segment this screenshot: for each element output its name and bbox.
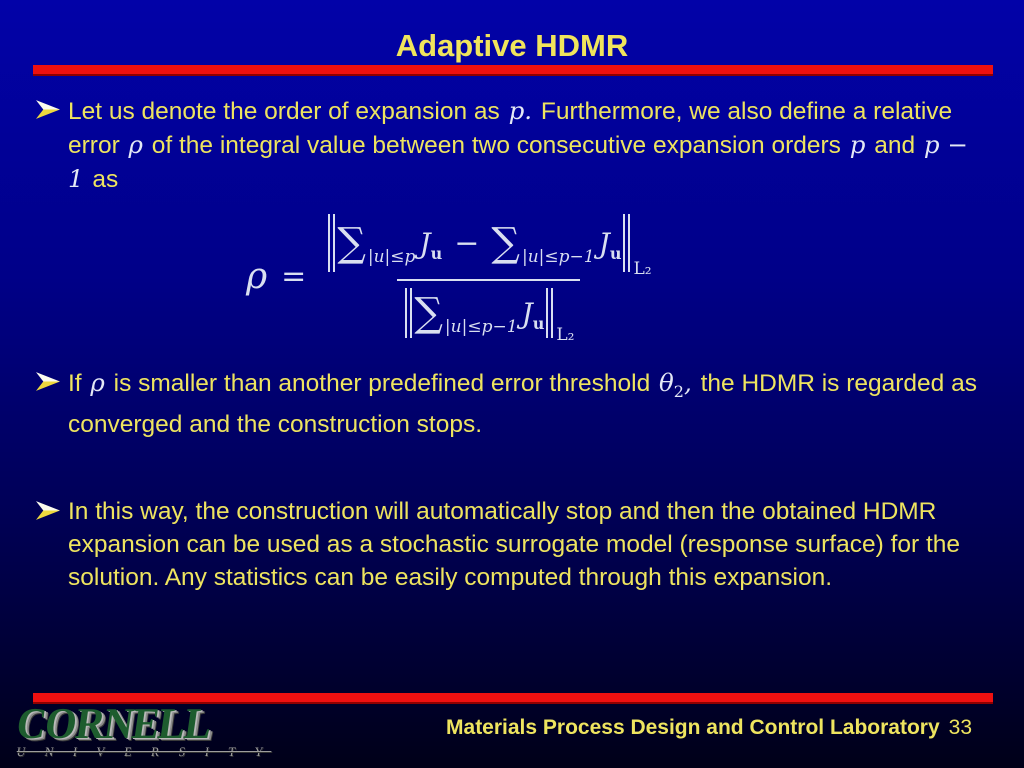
formula-lhs-rho: ρ — [246, 255, 268, 297]
page-title: Adaptive HDMR — [395, 28, 629, 63]
minus-sign: − — [454, 225, 480, 261]
bullet-1-seg4: and — [867, 132, 922, 159]
page-number: 33 — [948, 716, 972, 739]
sum-symbol: ∑ — [337, 220, 366, 266]
bullet-1-seg3: of the integral value between two consecutive expansion orders — [144, 132, 848, 159]
math-symbol-p2: p — [849, 130, 866, 159]
math-symbol-p-minus-1: p − 1 — [68, 130, 968, 193]
arrow-bullet-icon — [36, 495, 68, 521]
cornell-logo-wordmark: CORNELL — [13, 699, 215, 748]
bullet-item-1 — [36, 94, 994, 196]
sum-symbol: ∑ — [414, 290, 443, 336]
J-term: J — [419, 226, 431, 260]
norm-bar-icon — [623, 214, 630, 272]
arrow-bullet-icon — [36, 366, 68, 392]
formula-numerator — [320, 212, 656, 279]
cornell-logo — [12, 699, 279, 760]
title-divider-bar — [33, 65, 993, 76]
math-symbol-rho: ρ — [90, 368, 105, 397]
formula-denominator — [397, 279, 579, 345]
math-symbol-theta2 — [659, 368, 692, 401]
bullet-2-text — [68, 366, 992, 441]
J-term-subscript: u — [532, 313, 545, 333]
bullet-1-text — [68, 94, 992, 196]
bullet-2-seg1: If — [68, 370, 89, 397]
bullet-2-seg3: the HDMR is regarded as converged and the construction stops. — [68, 370, 977, 438]
footer-caption — [446, 716, 972, 740]
theta-glyph: θ — [659, 368, 674, 397]
math-symbol-p: p. — [508, 96, 533, 125]
cornell-logo-university: U N I V E R S I T Y — [15, 744, 273, 759]
bullet-1-seg2: Furthermore, we also define a relative error — [68, 98, 953, 159]
bullet-3-text — [68, 495, 992, 594]
J-term-subscript: u — [430, 243, 443, 263]
sum-subscript: |u|≤p−1 — [444, 317, 518, 337]
slide-body — [36, 94, 994, 594]
bullet-item-2 — [36, 366, 994, 441]
bullet-item-3 — [36, 495, 994, 594]
bullet-1-seg5: as — [85, 166, 119, 193]
formula-fraction — [320, 212, 656, 345]
theta-subscript: 2 — [673, 381, 684, 401]
bullet-2-seg2: is smaller than another predefined error threshold — [106, 370, 658, 397]
L2-norm-subscript: L₂ — [556, 325, 575, 345]
bullet-3-seg1: In this way, the construction will automatically stop and then the obtained HDMR expansion can be used as a stochastic surrogate model (response surface) for the solution. Any statistics can be easily computed through this expansion. — [68, 497, 961, 591]
arrow-bullet-icon — [36, 94, 68, 120]
norm-bar-icon — [405, 288, 412, 338]
math-symbol-rho: ρ — [128, 130, 143, 159]
norm-bar-icon — [328, 214, 335, 272]
lab-name: Materials Process Design and Control Laboratory — [446, 716, 940, 739]
formula-equals: = — [281, 258, 307, 294]
sum-subscript: |u|≤p−1 — [521, 247, 595, 267]
sum-symbol: ∑ — [491, 220, 520, 266]
theta-comma: , — [683, 368, 692, 397]
J-term: J — [598, 226, 610, 260]
L2-norm-subscript: L₂ — [633, 259, 652, 279]
sum-subscript: |u|≤p — [367, 247, 416, 267]
relative-error-formula — [246, 212, 657, 345]
bullet-1-seg1: Let us denote the order of expansion as — [68, 98, 507, 125]
J-term-subscript: u — [609, 243, 622, 263]
J-term: J — [521, 296, 533, 330]
norm-bar-icon — [546, 288, 553, 338]
